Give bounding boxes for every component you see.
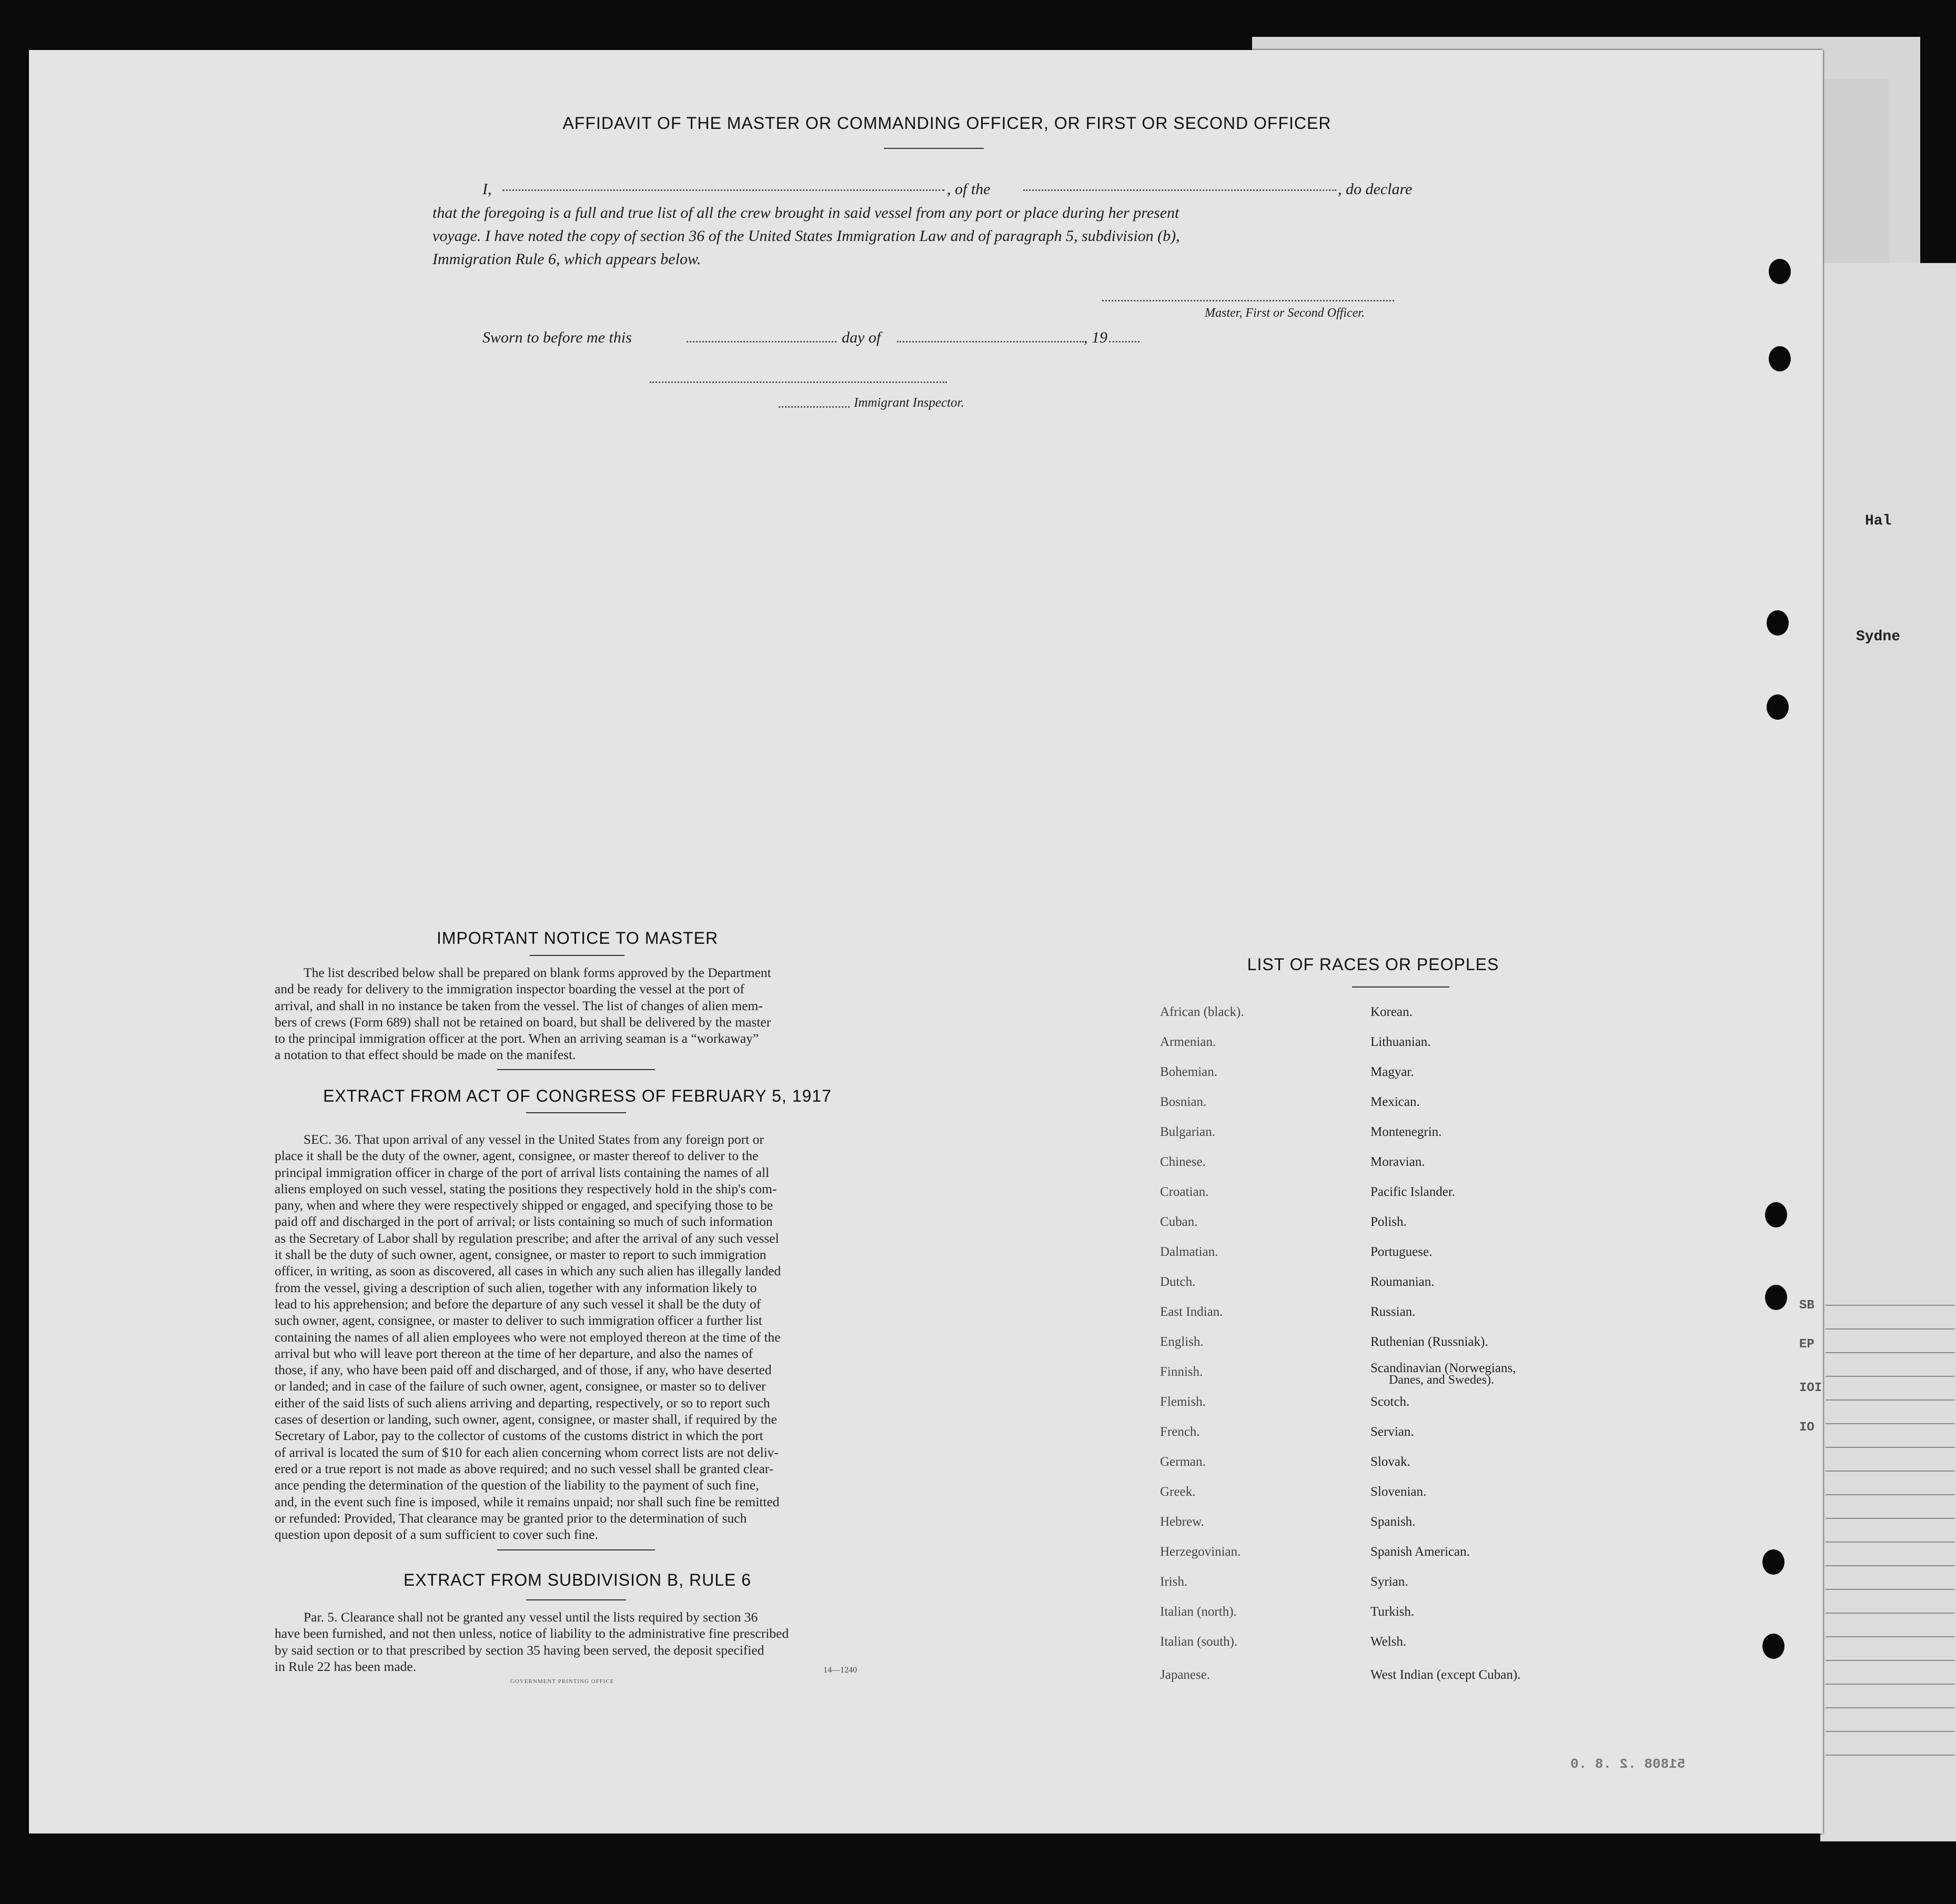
notice-line: and be ready for delivery to the immigration inspector boarding the vessel at the port of xyxy=(275,981,744,997)
ledger-rule xyxy=(1826,1707,1954,1708)
race-left: Greek. xyxy=(1160,1485,1196,1499)
rule-title: EXTRACT FROM SUBDIVISION B, RULE 6 xyxy=(403,1570,752,1589)
race-right: Ruthenian (Russniak). xyxy=(1370,1335,1488,1349)
rule-line: Par. 5. Clearance shall not be granted any vessel until the lists required by section 36 xyxy=(304,1609,758,1625)
rule-top-rule xyxy=(497,1549,655,1550)
rule-line: by said section or to that prescribed by section 35 having been served, the deposit specified xyxy=(275,1642,764,1658)
ledger-rule xyxy=(1826,1518,1954,1519)
race-left: Croatian. xyxy=(1160,1185,1209,1199)
race-left: African (black). xyxy=(1160,1005,1244,1019)
ledger-rule xyxy=(1826,1352,1954,1353)
margin-mark-io: IO xyxy=(1799,1421,1814,1435)
ledger-rule xyxy=(1826,1613,1954,1614)
notice-line: bers of crews (Form 689) shall not be retained on board, but shall be delivered by the master xyxy=(275,1014,771,1030)
affidavit-line1-i: I, xyxy=(482,180,492,198)
rule-text xyxy=(275,1609,880,1675)
ledger-rule xyxy=(1826,1376,1954,1377)
punch-hole xyxy=(1765,1285,1787,1310)
race-right: Lithuanian. xyxy=(1370,1035,1431,1049)
ledger-rule xyxy=(1826,1423,1954,1424)
race-left: Bulgarian. xyxy=(1160,1125,1215,1139)
race-right: Scotch. xyxy=(1370,1395,1410,1409)
punch-hole xyxy=(1767,610,1789,636)
act-line: principal immigration officer in charge of the port of arrival lists containing the names of all xyxy=(275,1164,770,1180)
act-line: from the vessel, giving a description of such alien, together with any information likely to xyxy=(275,1280,757,1295)
inspector-blank-short xyxy=(779,406,850,408)
ledger-rule xyxy=(1826,1470,1954,1472)
notice-line: arrival, and shall in no instance be taken from the vessel. The list of changes of alien mem- xyxy=(275,998,763,1013)
race-right: Russian. xyxy=(1370,1305,1416,1319)
ledger-rule xyxy=(1826,1660,1954,1661)
race-left: Bohemian. xyxy=(1160,1065,1218,1079)
affidavit-title: AFFIDAVIT OF THE MASTER OR COMMANDING OFFICER, OR FIRST OR SECOND OFFICER xyxy=(562,114,1332,133)
race-right: Korean. xyxy=(1370,1005,1413,1019)
affidavit-title-rule xyxy=(884,148,984,149)
races-title: LIST OF RACES OR PEOPLES xyxy=(1247,955,1499,974)
act-line: place it shall be the duty of the owner, agent, consignee, or master thereof to deliver to the xyxy=(275,1148,759,1164)
notice-line: a notation to that effect should be made on the manifest. xyxy=(275,1047,576,1063)
race-right: Servian. xyxy=(1370,1425,1414,1439)
edge-text-hal: Hal xyxy=(1865,513,1892,529)
punch-hole xyxy=(1762,1634,1784,1659)
sworn-year-blank xyxy=(1109,341,1140,342)
act-line: paid off and discharged in the port of arrival; or lists containing so much of such information xyxy=(275,1214,773,1230)
printer-imprint: GOVERNMENT PRINTING OFFICE xyxy=(510,1678,614,1685)
notice-title: IMPORTANT NOTICE TO MASTER xyxy=(436,929,719,948)
margin-mark-ioi: IOI xyxy=(1799,1381,1822,1395)
signature-caption: Master, First or Second Officer. xyxy=(1205,306,1365,320)
affidavit-line1-declare: , do declare xyxy=(1338,180,1413,198)
act-line: pany, when and where they were respectively shipped or engaged, and specifying those to be xyxy=(275,1197,773,1213)
ledger-rule xyxy=(1826,1755,1954,1756)
affidavit-body-line3: voyage. I have noted the copy of section 36 of the United States Immigration Law and of paragraph 5, subdivision (b), xyxy=(432,227,1180,245)
race-left: Dalmatian. xyxy=(1160,1245,1218,1259)
race-right: Slovak. xyxy=(1370,1455,1410,1469)
vessel-blank xyxy=(1023,189,1336,191)
act-line: lead to his apprehension; and before the departure of any such vessel it shall be the duty of xyxy=(275,1296,761,1312)
sworn-month-blank xyxy=(897,341,1084,342)
act-line: of arrival is located the sum of $10 for each alien concerning whom correct lists are not deliv- xyxy=(275,1444,779,1460)
rule-line: have been furnished, and not then unless, notice of liability to the administrative fine prescribed xyxy=(275,1626,789,1641)
race-right: Magyar. xyxy=(1370,1065,1414,1079)
race-right: Portuguese. xyxy=(1370,1245,1433,1259)
act-line: ered or a true report is not made as above required; and no such vessel shall be granted clear- xyxy=(275,1460,774,1476)
race-left: English. xyxy=(1160,1335,1204,1349)
ledger-rule xyxy=(1826,1565,1954,1566)
race-left: Japanese. xyxy=(1160,1668,1211,1682)
notice-line: The list described below shall be prepared on blank forms approved by the Department xyxy=(304,965,771,980)
race-left: Finnish. xyxy=(1160,1365,1203,1379)
affidavit-line1-of-the: , of the xyxy=(947,180,991,198)
inspector-caption: Immigrant Inspector. xyxy=(854,396,964,410)
punch-hole xyxy=(1765,1202,1787,1227)
act-line: or landed; and in case of the failure of such owner, agent, consignee, or master so to deliver xyxy=(275,1378,766,1394)
punch-hole xyxy=(1769,346,1791,371)
affidavit-body-line2: that the foregoing is a full and true list of all the crew brought in said vessel from any port or place during her present xyxy=(432,204,1179,221)
race-right: Syrian. xyxy=(1370,1575,1408,1589)
ledger-rule xyxy=(1826,1305,1954,1306)
sworn-day-blank xyxy=(687,341,836,342)
affidavit-body-line4: Immigration Rule 6, which appears below. xyxy=(432,250,701,268)
rule-line: in Rule 22 has been made. xyxy=(275,1658,417,1674)
race-right: Turkish. xyxy=(1370,1605,1415,1619)
bottom-stamp: 51808 .2 .8 .0 xyxy=(1570,1756,1686,1772)
race-left: Bosnian. xyxy=(1160,1095,1207,1109)
race-left: Dutch. xyxy=(1160,1275,1196,1289)
race-right: Polish. xyxy=(1370,1215,1407,1229)
race-left: French. xyxy=(1160,1425,1200,1439)
race-left: Italian (south). xyxy=(1160,1635,1238,1649)
race-right: Spanish American. xyxy=(1370,1545,1470,1559)
race-right: Roumanian. xyxy=(1370,1275,1435,1289)
punch-hole xyxy=(1762,1549,1784,1575)
margin-mark-sb: SB xyxy=(1799,1298,1814,1313)
inspector-blank xyxy=(650,381,947,383)
sworn-day-of: day of xyxy=(842,329,881,346)
act-line: officer, in writing, as soon as discovered, all cases in which any such alien has illegally landed xyxy=(275,1263,781,1279)
act-text xyxy=(275,1131,880,1543)
ledger-rule xyxy=(1826,1494,1954,1495)
act-line: and, in the event such fine is imposed, while it remains unpaid; nor shall such fine be remitted xyxy=(275,1494,780,1509)
notice-text xyxy=(275,964,880,1063)
act-top-rule xyxy=(497,1069,655,1070)
race-left: Cuban. xyxy=(1160,1215,1198,1229)
notice-title-rule xyxy=(530,955,624,956)
notice-line: to the principal immigration officer at the port. When an arriving seaman is a “workaway” xyxy=(275,1031,759,1046)
race-left: Hebrew. xyxy=(1160,1515,1204,1529)
race-right: Slovenian. xyxy=(1370,1485,1427,1499)
act-line: or refunded: Provided, That clearance may be granted prior to the determination of such xyxy=(275,1510,747,1526)
race-right: Pacific Islander. xyxy=(1370,1185,1456,1199)
act-line: arrival but who will leave port thereon at the time of her departure, and also the names of xyxy=(275,1345,753,1361)
race-left: Herzegovinian. xyxy=(1160,1545,1241,1559)
race-left: Armenian. xyxy=(1160,1035,1216,1049)
race-right: Moravian. xyxy=(1370,1155,1425,1169)
ledger-rule xyxy=(1826,1447,1954,1448)
race-right: Scandinavian (Norwegians, xyxy=(1370,1361,1516,1375)
ledger-sheet xyxy=(1820,263,1956,1841)
act-line: ance pending the determination of the question of the liability to the payment of such fine, xyxy=(275,1477,759,1493)
margin-mark-ep: EP xyxy=(1799,1337,1814,1352)
act-line: question upon deposit of a sum sufficient to cover such fine. xyxy=(275,1527,598,1543)
act-line: cases of desertion or landing, such owner, agent, consignee, or master shall, if required by the xyxy=(275,1412,777,1427)
signature-blank xyxy=(1102,300,1394,301)
act-line: it shall be the duty of such owner, agent, consignee, or master to report to such immigration xyxy=(275,1247,767,1263)
sworn-prefix: Sworn to before me this xyxy=(482,329,632,346)
name-blank xyxy=(502,189,944,191)
ledger-rule xyxy=(1826,1399,1954,1401)
act-title-rule xyxy=(526,1112,626,1113)
ledger-rule xyxy=(1826,1636,1954,1637)
edge-text-sydne: Sydne xyxy=(1856,629,1901,645)
race-left: Chinese. xyxy=(1160,1155,1206,1169)
race-left: East Indian. xyxy=(1160,1305,1223,1319)
race-right-cont: Danes, and Swedes). xyxy=(1389,1373,1494,1387)
race-left: Irish. xyxy=(1160,1575,1188,1589)
act-line: such owner, agent, consignee, or master to deliver to such immigration officer a further list xyxy=(275,1313,762,1328)
act-line: either of the said lists of such aliens arriving and departing, respectively, or so to report such xyxy=(275,1395,770,1411)
punch-hole xyxy=(1769,259,1791,284)
ledger-rule xyxy=(1826,1589,1954,1590)
punch-hole xyxy=(1767,694,1789,720)
act-line: as the Secretary of Labor shall by regulation prescribe; and after the arrival of any such vessel xyxy=(275,1230,779,1246)
rule-title-rule xyxy=(526,1599,626,1600)
sworn-year: , 19 xyxy=(1084,329,1107,346)
race-right: Welsh. xyxy=(1370,1635,1407,1649)
act-line: those, if any, who have been paid off and discharged, and of those, if any, who have deserted xyxy=(275,1362,772,1378)
ledger-rule xyxy=(1826,1731,1954,1732)
race-left: Flemish. xyxy=(1160,1395,1206,1409)
race-right: Montenegrin. xyxy=(1370,1125,1442,1139)
race-left: German. xyxy=(1160,1455,1206,1469)
act-line: containing the names of all alien employees who were not employed thereon at the time of the xyxy=(275,1329,781,1345)
act-line: SEC. 36. That upon arrival of any vessel in the United States from any foreign port or xyxy=(304,1132,764,1147)
ledger-rule xyxy=(1826,1328,1954,1329)
ledger-rule xyxy=(1826,1684,1954,1685)
race-left: Italian (north). xyxy=(1160,1605,1237,1619)
races-title-rule xyxy=(1352,986,1449,988)
act-title: EXTRACT FROM ACT OF CONGRESS OF FEBRUARY 5, 1917 xyxy=(323,1086,832,1105)
race-right: Mexican. xyxy=(1370,1095,1420,1109)
act-line: aliens employed on such vessel, stating the positions they respectively hold in the ship's com- xyxy=(275,1181,777,1196)
ledger-rule xyxy=(1826,1542,1954,1543)
race-right: West Indian (except Cuban). xyxy=(1370,1668,1521,1682)
form-number: 14—1240 xyxy=(823,1666,857,1675)
race-right: Spanish. xyxy=(1370,1515,1416,1529)
act-line: Secretary of Labor, pay to the collector of customs of the customs district in which the port xyxy=(275,1428,763,1444)
